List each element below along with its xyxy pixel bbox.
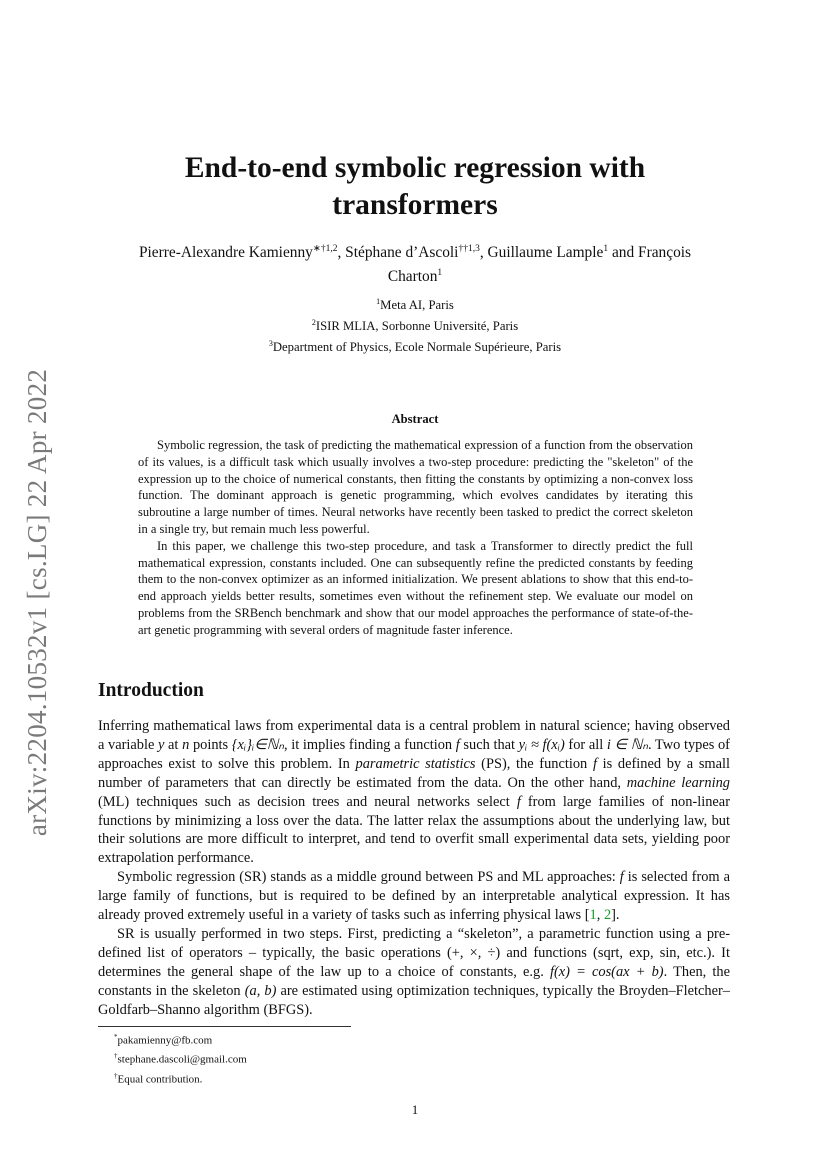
- affiliation-sup: 1: [376, 297, 381, 306]
- math-inline: f: [455, 736, 460, 753]
- text-run: ].: [611, 907, 620, 924]
- affiliation: [100, 293, 730, 314]
- footnote: [114, 1069, 514, 1088]
- footnote-mark: †: [114, 1071, 118, 1080]
- abstract-paragraph-1: Symbolic regression, the task of predicting the mathematical expression of a function from the observation of its values, is a difficult task which usually involves a two-step procedure: predicting the "skeleton" of the expression up to the choice of numerical constants, then fitting the constants by optimizing a non-convex loss function. The dominant approach is genetic programming, which evolves candidates by iterating this subroutine a large number of times. Neural networks have recently been tasked to predict the correct skeleton in a single try, but remain much less powerful.: [138, 438, 693, 536]
- text-run: . Then, the constants in the skeleton: [98, 963, 730, 999]
- author-name: and François: [608, 244, 692, 262]
- text-run: is defined by a small number of parameters that can directly be estimated from the data. On the other hand,: [98, 755, 730, 791]
- intro-paragraph-1: [98, 717, 730, 868]
- footnote-text: Equal contribution.: [117, 1073, 203, 1086]
- abstract-heading: Abstract: [391, 412, 439, 426]
- author-list: [100, 239, 730, 287]
- footnote-divider: [98, 1026, 351, 1027]
- text-run: . Two types of approaches exist to solve this problem. In: [98, 736, 730, 772]
- text-run: , it implies finding a function: [284, 736, 456, 753]
- math-inline: n: [182, 736, 190, 753]
- text-run: at: [164, 736, 183, 753]
- math-inline: f: [516, 793, 521, 810]
- author-sup: ∗†1,2: [312, 244, 338, 254]
- text-run: for all: [564, 736, 607, 753]
- text-run: are estimated using optimization techniques, typically the Broyden–Fletcher–Goldfarb–Shanno algorithm (BFGS).: [98, 982, 731, 1018]
- section-heading-introduction: Introduction: [98, 680, 204, 701]
- math-inline: {xᵢ}ᵢ∈ℕₙ: [231, 736, 285, 753]
- math-inline: y: [158, 736, 165, 753]
- affiliation-text: ISIR MLIA, Sorbonne Université, Paris: [315, 319, 519, 334]
- abstract: [138, 437, 693, 639]
- title-line-2: transformers: [332, 189, 498, 221]
- intro-paragraph-3: [98, 925, 730, 1020]
- footnote-mark: †: [114, 1052, 118, 1061]
- affiliation-sup: 3: [268, 339, 273, 349]
- footnote-text: stephane.dascoli@gmail.com: [117, 1053, 247, 1066]
- text-run: (PS), the function: [475, 755, 593, 772]
- math-inline: yᵢ ≈ f(xᵢ): [518, 736, 565, 753]
- citation-link[interactable]: 2: [603, 907, 612, 924]
- arxiv-identifier: arXiv:2204.10532v1 [cs.LG] 22 Apr 2022: [22, 368, 53, 836]
- footnotes: [114, 1030, 514, 1088]
- text-run: is selected from a large family of functions, but is required to be defined by an interpretable analytical expression. It has already proved extremely useful in a variety of tasks such as inferring physical laws [: [98, 869, 730, 924]
- affiliation: [100, 314, 730, 335]
- author-name: , Stéphane d’Ascoli: [337, 244, 459, 262]
- text-run: from large families of non-linear functions by minimizing a loss over the data. The latter relax the assumptions about the underlying law, but their solutions are more difficult to interpret, and tend to overfit small experimental data sets, yielding poor extrapolation performance.: [98, 793, 730, 867]
- math-inline: (+, ×, ÷): [447, 944, 501, 961]
- paper-title: [100, 150, 730, 224]
- author-sup: 1: [437, 268, 443, 279]
- math-inline: (sqrt, exp, sin,: [593, 944, 681, 961]
- text-run: such that: [459, 736, 519, 753]
- title-line-1: End-to-end symbolic regression with: [184, 152, 646, 184]
- math-inline: (a, b): [244, 982, 277, 999]
- affiliation: [100, 335, 730, 356]
- text-run: (ML) techniques such as decision trees and neural networks select: [98, 793, 517, 810]
- affiliation-list: [100, 293, 730, 357]
- math-inline: f: [592, 755, 597, 772]
- footnote-mark: *: [114, 1033, 118, 1041]
- footnote: [114, 1030, 514, 1049]
- citation-link[interactable]: 1: [589, 907, 597, 924]
- emphasis: parametric statistics: [355, 755, 476, 772]
- text-run: etc.). It determines the general shape of the law up to a choice of constants, e.g.: [98, 944, 730, 980]
- math-inline: f(x) = cos(ax + b): [549, 963, 664, 980]
- text-run: Inferring mathematical laws from experimental data is a central problem in natural science; having observed a variable: [98, 718, 730, 753]
- emphasis: machine learning: [626, 774, 730, 791]
- text-run: points: [189, 736, 232, 753]
- text-run: Symbolic regression (SR) stands as a middle ground between PS and ML approaches:: [117, 869, 620, 886]
- author-sup: ††1,3: [458, 244, 480, 254]
- affiliation-text: Meta AI, Paris: [380, 298, 454, 313]
- math-inline: f: [619, 869, 624, 886]
- author-name: , Guillaume Lample: [479, 244, 604, 262]
- affiliation-sup: 2: [311, 318, 316, 328]
- text-run: and functions: [500, 944, 594, 961]
- math-inline: i ∈ ℕₙ: [606, 736, 648, 753]
- intro-paragraph-2: [98, 868, 730, 925]
- introduction-body: [98, 717, 730, 1020]
- footnote: [114, 1049, 514, 1068]
- text-run: ,: [596, 907, 604, 924]
- text-run: SR is usually performed in two steps. First, predicting a “skeleton”, a parametric function using a pre-defined list of operators – typically, the basic operations: [98, 925, 730, 961]
- author-name: Charton: [387, 268, 438, 286]
- affiliation-text: Department of Physics, Ecole Normale Supérieure, Paris: [272, 340, 562, 355]
- arxiv-sidebar-stamp: [18, 352, 58, 852]
- abstract-paragraph-2: In this paper, we challenge this two-step procedure, and task a Transformer to directly predict the full mathematical expression, constants included. One can subsequently refine the predicted constants by feeding them to the non-convex optimizer as an informed initialization. We present ablations to show that this end-to-end approach yields better results, sometimes even without the refinement step. We evaluate our model on problems from the SRBench benchmark and show that our model approaches the performance of state-of-the-art genetic programming with several orders of magnitude faster inference.: [138, 538, 693, 637]
- page-number: 1: [411, 1102, 419, 1117]
- footnote-text: pakamienny@fb.com: [117, 1034, 213, 1047]
- author-sup: 1: [603, 244, 609, 254]
- author-name: Pierre-Alexandre Kamienny: [138, 244, 313, 262]
